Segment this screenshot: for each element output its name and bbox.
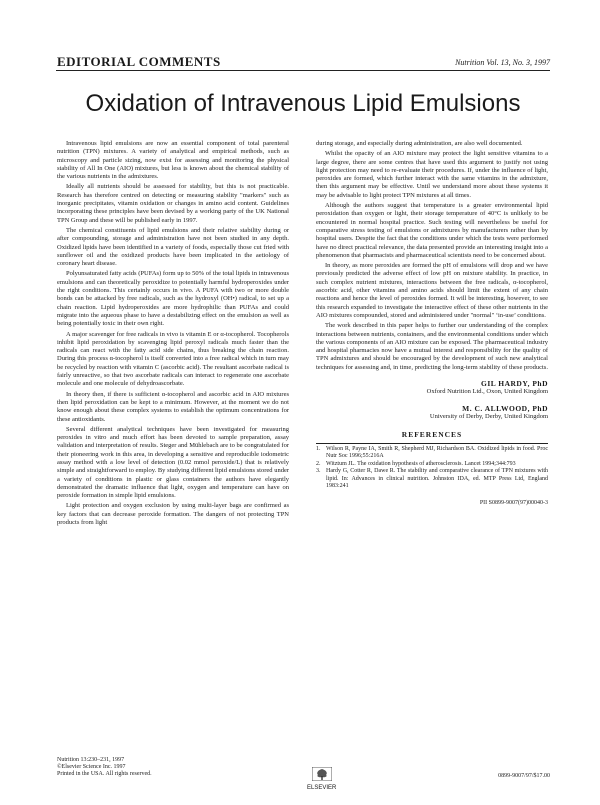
reference-item xyxy=(316,446,548,461)
elsevier-tree-icon xyxy=(312,767,332,781)
paragraph: during storage, and especially during administration, are also well documented. xyxy=(316,140,523,147)
reference-number: 3. xyxy=(316,468,321,474)
journal-reference: Nutrition Vol. 13, No. 3, 1997 xyxy=(455,58,550,67)
pii-identifier: PII S0899-9007(97)00040-3 xyxy=(479,499,548,506)
author-name: M. C. ALLWOOD, PhD xyxy=(462,403,548,413)
reference-text: Wilson R, Payne IA, Smith R, Shepherd MJ, Richardson BA. Oxidized lipids in food. Proc Nutr Soc 1996;55:216A xyxy=(326,445,548,459)
issn-code: 0899-9007/97/$17.00 xyxy=(498,773,550,779)
author-affiliation: University of Derby, Derby, United Kingdom xyxy=(429,412,548,420)
reference-item xyxy=(316,468,548,491)
left-column xyxy=(57,140,289,527)
paragraph: Several different analytical techniques have been investigated for measuring peroxides in vitro and much effort has been devoted to sample preparation, assay validation and interpretation of results. Steger and Mühlebach are to be congratulated for their pioneering work in this area, in developing a sensitive and reproducible iodometric assay method with a low level of detection (0.02 mmol peroxide/L) that is relatively simple and straightforward to employ. By studying different lipid emulsions stored under a variety of conditions in plastic or glass containers the authors have elegantly demonstrated the dramatic influence that light, oxygen and temperature can have on peroxide formation in simple lipid emulsions. xyxy=(57,425,289,500)
author-signature xyxy=(316,405,548,422)
paragraph: Light protection and oxygen exclusion by using multi-layer bags are confirmed as key factors that can decrease peroxide formation. The dangers of not protecting TPN products from light xyxy=(57,502,289,527)
paragraph: In theory then, if there is sufficient α-tocopherol and ascorbic acid in AIO mixtures then lipid peroxidation can be kept to a minimum. However, at the moment we do not know enough about these complex systems to establish the optimum concentrations for these antioxidants. xyxy=(57,390,289,423)
author-signature xyxy=(316,380,548,397)
paragraph: Polyunsaturated fatty acids (PUFAs) form up to 50% of the total lipids in intravenous emulsions and can theoretically peroxidize to potentially harmful hydroperoxides under the right conditions. This certainly occurs in vivo. A PUFA with two or more double bonds can be attacked by free radicals, such as the hydroxyl (OH•) radical, to set up a chain reaction. Lipid hydroperoxides are more hydrophilic than PUFAs and could migrate into the aqueous phase to have a destabilizing effect on the emulsion as well as being potentially toxic in their own right. xyxy=(57,270,289,328)
author-name: GIL HARDY, PhD xyxy=(481,379,548,389)
author-affiliation: Oxford Nutrition Ltd., Oxon, United Kingdom xyxy=(426,388,548,396)
footer-line: Printed in the USA. All rights reserved. xyxy=(57,771,152,778)
page-footer xyxy=(57,757,550,792)
article-title: Oxidation of Intravenous Lipid Emulsions xyxy=(85,90,521,117)
footer-citation xyxy=(57,757,152,779)
header-rule xyxy=(56,70,550,71)
paragraph: The chemical constituents of lipid emulsions and their relative stability during or after compounding, storage and administration have not been studied in any depth. Oxidized lipids have been identified in a variety of foods, especially those cut fried with sunflower oil and the oxidized products have been implicated in the aetiology of coronary heart disease. xyxy=(57,226,289,268)
publisher-mark xyxy=(307,767,336,792)
publisher-name: ELSEVIER xyxy=(307,785,337,792)
right-column xyxy=(316,140,548,507)
reference-text: Witztum JL. The oxidation hypothesis of atherosclerosis. Lancet 1994;344:793 xyxy=(326,460,516,467)
paragraph: In theory, as more peroxides are formed the pH of emulsions will drop and we have previously predicted the adverse effect of low pH on mixture stability. In practice, in such complex nutrient mixtures, interactions between the free radicals, α-tocopherol, ascorbic acid, other vitamins and amino acids should limit the extent of any chain reactions and hence the level of peroxides formed. It will be interesting, however, to see this research expanded to investigate the interactive effect of these other nutrients in the AIO mixtures compounded, stored and administered under "normal" ‘in-use’ conditions. xyxy=(316,262,548,319)
reference-number: 2. xyxy=(316,460,321,467)
paragraph: The work described in this paper helps to further our understanding of the complex interactions between nutrients, containers, and the environmental conditions under which the various components of an AIO mixture can be exposed. The pharmaceutical industry and hospital pharmacies now have a mutual interest and responsibility for the quality of TPN admixtures and should be encouraged by the development of such new analytical techniques for assessing and, in time, predicting the long-term stability of these products. xyxy=(316,322,548,371)
footer-line: ©Elsevier Science Inc. 1997 xyxy=(57,764,126,771)
section-header: EDITORIAL COMMENTS xyxy=(57,54,221,69)
paragraph: Although the authors suggest that temperature is a greater environmental lipid peroxidation than oxygen or light, their storage temperature of 40°C is unlikely to be encountered in normal hospital practice. Such testing will nevertheless be useful for comparative stress testing of emulsions or admixtures by manufacturers rather than by hospital users. Despite the fact that the conditions under which the tests were performed have no direct practical relevance, the data presented provide an interesting insight into a phenomenon that pharmacists and pharmaceutical scientists need to be concerned about. xyxy=(316,202,548,259)
reference-text: Hardy G, Cotter R, Dawe R. The stability and comparative clearance of TPN mixtures with lipid. In: Advances in clinical nutrition. Johnston IDA, ed. MTP Press Ltd, England 1983:241 xyxy=(326,468,548,489)
footer-line: Nutrition 13:230–231, 1997 xyxy=(57,757,125,763)
reference-number: 1. xyxy=(316,445,321,452)
paragraph: A major scavenger for free radicals in vivo is vitamin E or α-tocopherol. Tocopherols inhibit lipid peroxidation by scavenging lipid peroxyl radicals much faster than the radicals can react with the fatty acid side chains, thus breaking the chain reaction. During this process α-tocopherol is itself converted into a free radical which in turn may be recycled by reaction with vitamin C (ascorbic acid). The resultant ascorbate radical is fairly unreactive, so that two ascorbate radicals can interact to regenerate one ascorbate molecule and one molecule of dehydroascorbate. xyxy=(57,330,289,388)
references-rule xyxy=(316,443,548,444)
references-heading: REFERENCES xyxy=(401,430,463,440)
reference-item xyxy=(316,461,548,469)
paragraph: Whilst the opacity of an AIO mixture may protect the light sensitive vitamins to a large degree, there are some centres that have used this argument to justify not using light protection may need to re-evaluate their procedures. If, under the influence of light, peroxides are formed, which further interact with the same vitamins in the admixture, then this argument may be effective. Until we understand more about these systems it may be advisable to light protect TPN mixtures at all times. xyxy=(316,150,548,199)
paragraph: Intravenous lipid emulsions are now an essential component of total parenteral nutrition (TPN) mixtures. A variety of analytical and empirical methods, such as microscopy and particle sizing, now exist for assessing and monitoring the physical stability of All In One (AIO) mixtures, but less is known about the chemical stability of the various nutrients in the admixtures. xyxy=(57,140,289,181)
paragraph: Ideally all nutrients should be assessed for stability, but this is not practicable. Research has therefore centred on detecting or measuring stability "markers" such as inorganic precipitates, vitamin oxidation or changes in amino acid content. Guidelines incorporating these principles have been devised by a working party of the UK National TPN Group and these will be published early in 1997. xyxy=(57,183,289,224)
